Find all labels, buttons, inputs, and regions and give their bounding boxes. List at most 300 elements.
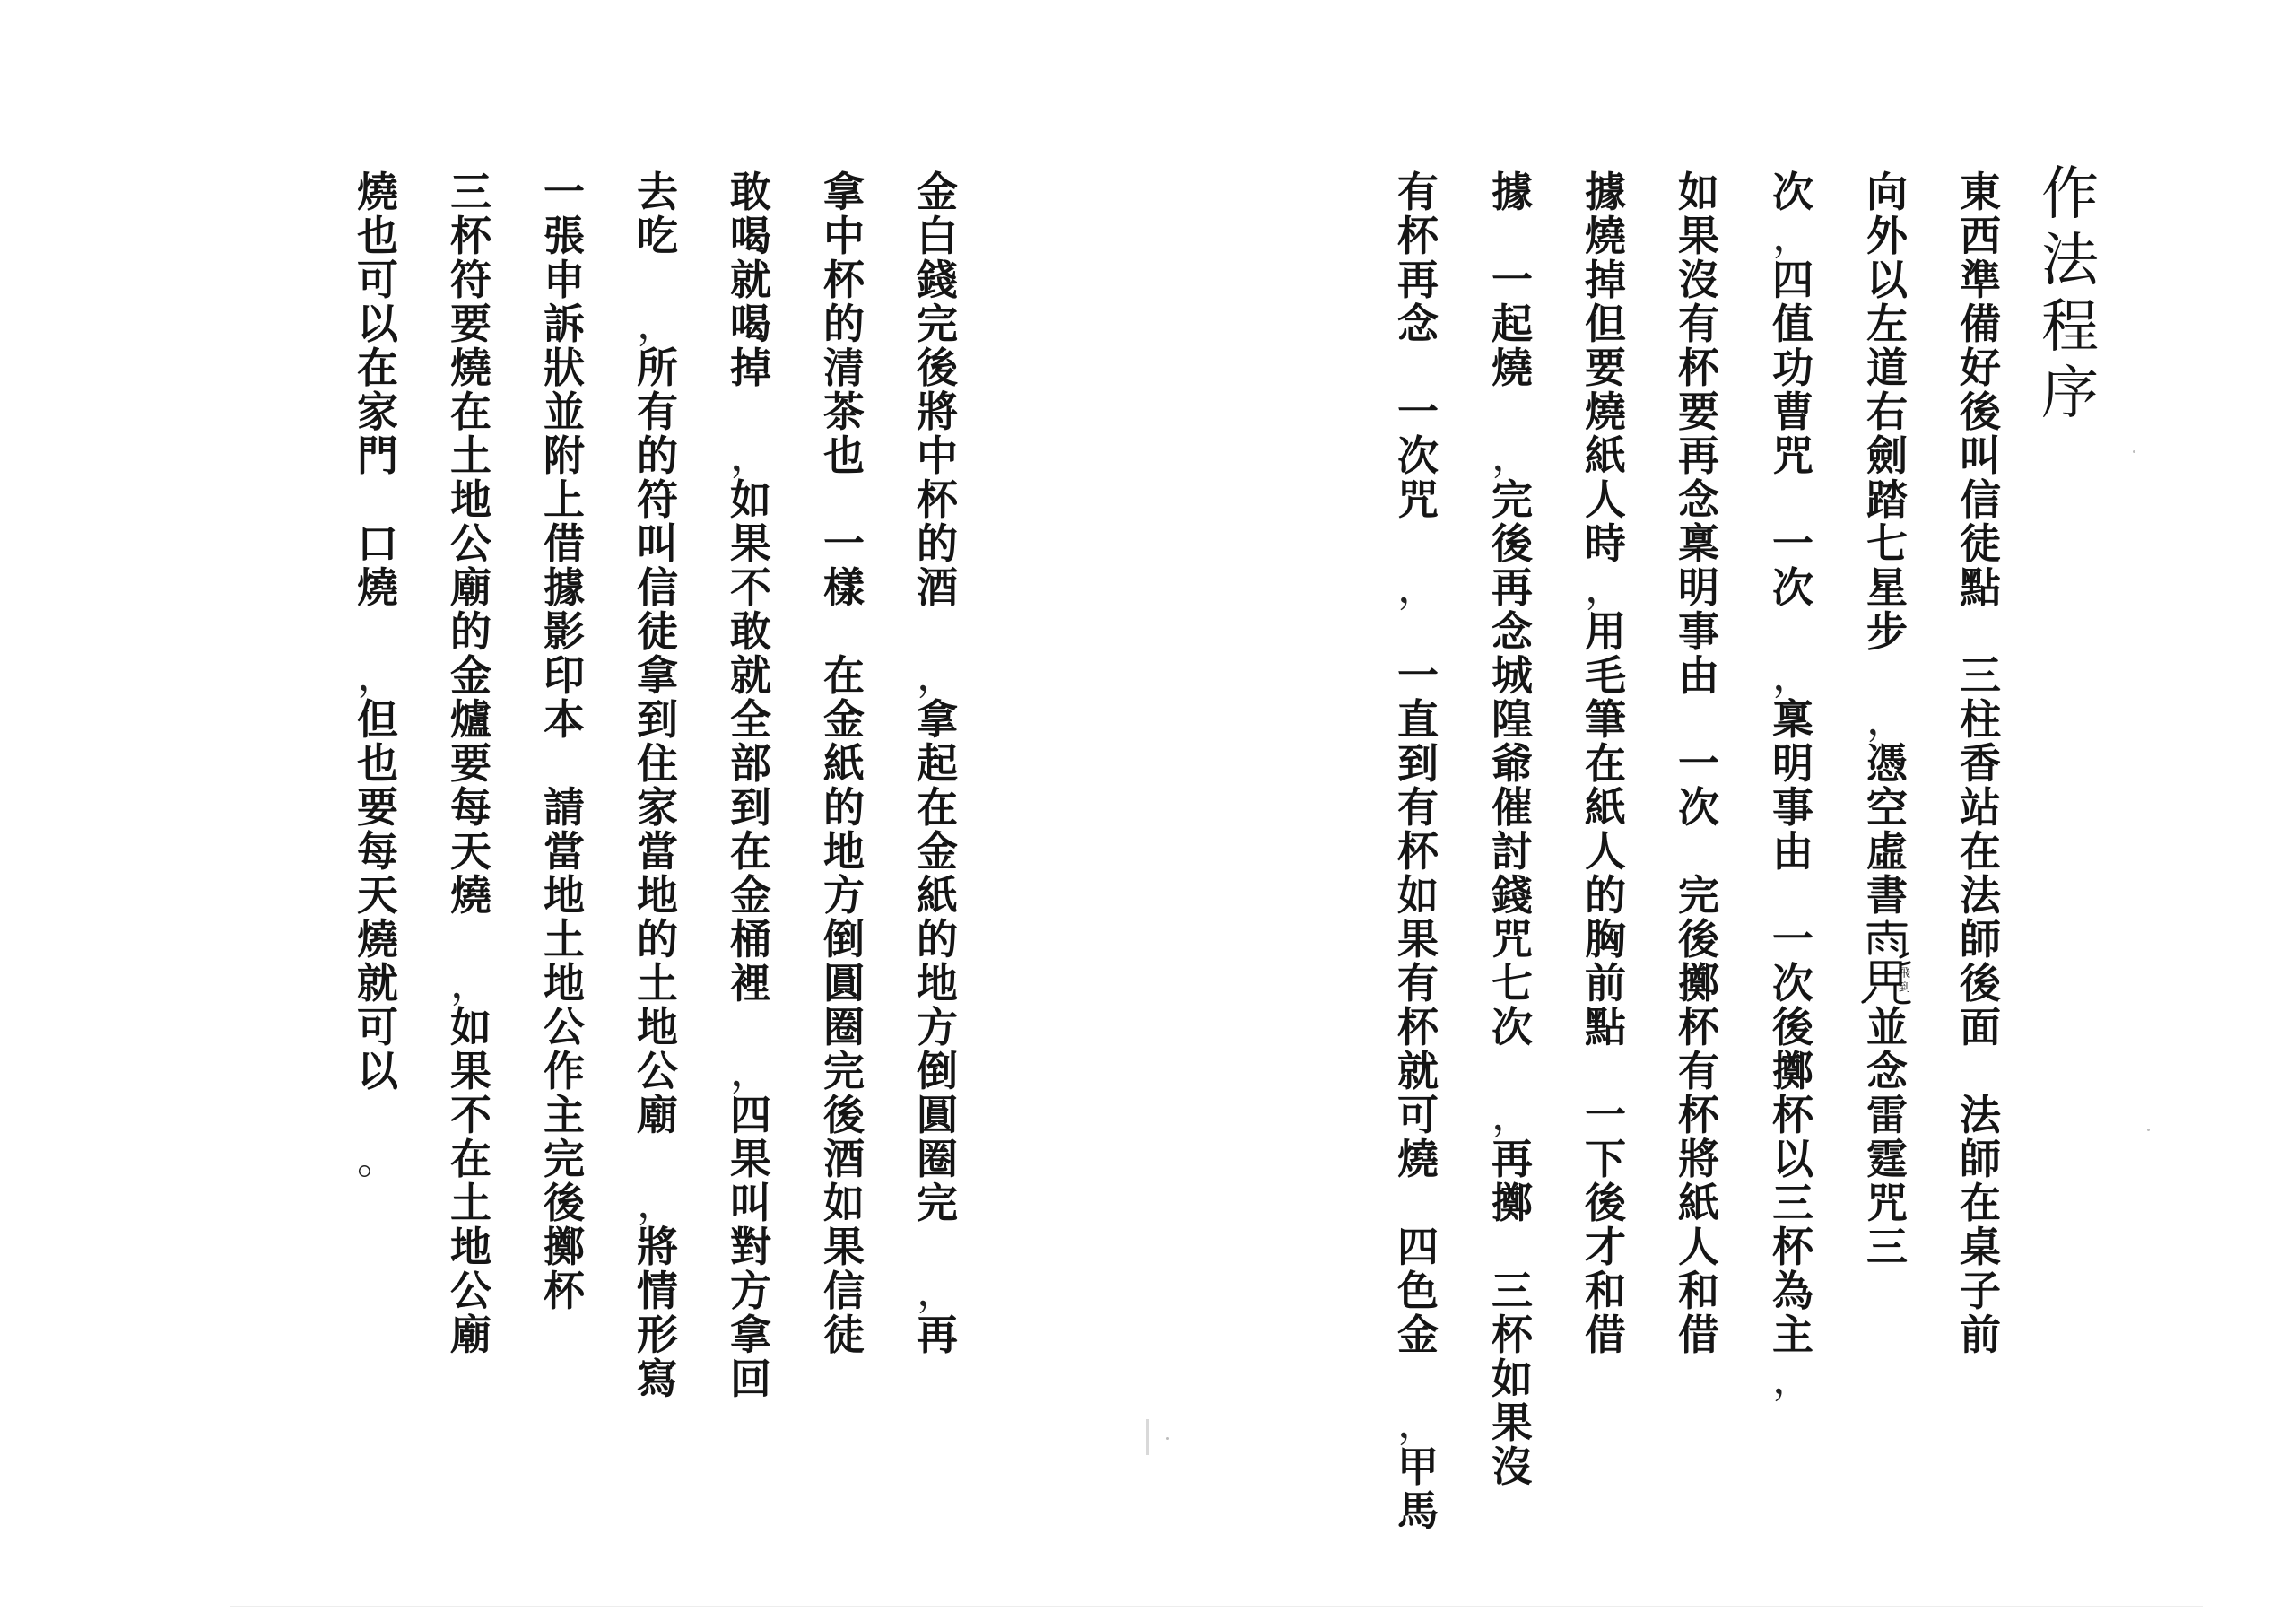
column-char: 一 [1492,256,1533,304]
title-char: 作 [2041,161,2099,228]
column-char: 中 [823,212,865,260]
column-char: 如 [1397,871,1439,919]
punctuation-mark: ， [357,651,398,700]
column-char: 果 [450,1047,491,1095]
text-column-1 [1952,170,2008,1357]
column-char: 借 [1585,1311,1626,1359]
column-char: 掉 [730,344,771,392]
column-char: 七 [1866,519,1908,568]
column-char: 有 [637,388,678,436]
column-char: 在 [450,388,491,436]
column-char: 寫 [637,1355,678,1403]
column-char: 天 [357,871,398,919]
scan-speck [2133,450,2135,453]
column-char: 杯 [1397,827,1439,876]
column-char: 一 [1397,651,1439,700]
column-char: 裡 [730,959,771,1007]
column-char: 點 [1585,1003,1626,1051]
punctuation-mark: ， [1585,563,1626,612]
scan-speck [2147,1129,2150,1131]
column-char: 曹 [1772,388,1813,436]
column-char: 催 [1492,783,1533,832]
column-char: 紙 [1585,783,1626,832]
column-char: 一 [823,519,865,568]
column-char: 可 [357,256,398,304]
column-char: 有 [1678,1047,1719,1095]
column-char: 如 [1678,168,1719,216]
column-char: 也 [357,212,398,260]
column-char: 將 [917,388,958,436]
column-char: 起 [917,739,958,788]
column-char: 的 [637,431,678,480]
column-char: 但 [1585,300,1626,348]
column-char: 口 [357,519,398,568]
column-char: 劍 [1866,431,1908,480]
column-char: 外 [1866,212,1908,260]
punctuation-mark: ， [917,651,958,700]
column-char: 對 [730,1223,771,1271]
column-char: 地 [637,1003,678,1051]
punctuation-mark: ， [1492,1091,1533,1139]
column-char: 西 [1960,212,2001,260]
column-char: 事 [1772,783,1813,832]
column-char: 中 [917,431,958,480]
column-char: 每 [357,827,398,876]
column-char: 拿 [637,651,678,700]
column-char: 一 [1397,388,1439,436]
column-char: 法 [1960,1091,2001,1139]
column-char: 狀 [544,344,585,392]
punctuation-mark: ， [1492,431,1533,480]
column-char: 杯 [917,475,958,524]
column-char: 師 [1960,1135,2001,1183]
column-char: 完 [1678,871,1719,919]
column-char: 桶 [730,915,771,963]
column-char: 再 [1492,1135,1533,1183]
column-char: 杯 [1772,1223,1813,1271]
column-char: 不 [450,1091,491,1139]
column-char: 好 [1960,344,2001,392]
column-char: 金 [917,827,958,876]
column-char: 直 [1397,695,1439,744]
column-char: 杯 [1492,1311,1533,1359]
column-char: 一 [1678,739,1719,788]
column-char: 也 [823,431,865,480]
column-char: 杯 [1678,1091,1719,1139]
punctuation-mark: ， [917,1267,958,1315]
column-char: 本 [544,695,585,744]
column-char: 道 [1866,344,1908,392]
column-char: 主 [1772,1311,1813,1359]
column-char: 並 [544,388,585,436]
text-column-5 [1578,170,1633,1357]
text-column-14 [350,170,405,1181]
column-char: 馬 [1397,1486,1439,1535]
column-char: 香 [1960,739,2001,788]
column-char: 由 [1678,651,1719,700]
column-char: 燒 [450,871,491,919]
column-char: 事 [1678,607,1719,656]
column-char: 公 [544,1003,585,1051]
punctuation-mark: ， [730,431,771,480]
column-char: 如 [730,475,771,524]
column-char: 後 [1960,959,2001,1007]
column-char: 杯 [1678,1003,1719,1051]
column-char: 廟 [637,1091,678,1139]
column-char: 錢 [917,256,958,304]
column-char: 明 [1772,739,1813,788]
column-char: 方 [917,1003,958,1051]
column-char: 次 [1678,783,1719,832]
column-char: 東 [1960,168,2001,216]
column-char: 地 [823,827,865,876]
column-char: 咒 [1866,1179,1908,1227]
column-char: 當 [637,827,678,876]
column-char: 到 [1397,739,1439,788]
column-char: 去 [637,168,678,216]
svg-text:飛: 飛 [1899,967,1911,980]
column-char: 一 [1585,1091,1626,1139]
column-char: 據 [544,563,585,612]
column-char: 擲 [1678,959,1719,1007]
column-char: 念 [1492,607,1533,656]
column-char: 要 [450,739,491,788]
column-char: 徒 [823,1311,865,1359]
column-char: 要 [1585,344,1626,392]
column-char: 人 [1585,475,1626,524]
column-char: 再 [1678,431,1719,480]
punctuation-mark: ， [1397,1399,1439,1447]
scan-speck [1166,1437,1169,1440]
column-char: 圈 [917,1135,958,1183]
text-column-4 [1671,170,1726,1357]
punctuation-mark: ， [1866,695,1908,744]
column-char: 情 [637,1267,678,1315]
column-char: 師 [1960,915,2001,963]
column-char: 燒 [450,344,491,392]
column-char: 虛 [1866,827,1908,876]
column-char: 叫 [730,1179,771,1227]
punctuation-mark: ， [450,959,491,1007]
column-char: 功 [1772,344,1813,392]
column-char: 人 [1678,1223,1719,1271]
column-char: 起 [1492,300,1533,348]
column-char: 圈 [823,1003,865,1051]
column-char: 完 [1492,475,1533,524]
column-char: 四 [1772,256,1813,304]
column-char: 信 [1960,475,2001,524]
column-char: 清 [823,344,865,392]
column-char: 燒 [1585,388,1626,436]
column-char: 才 [1585,1223,1626,1271]
column-char: 用 [1585,607,1626,656]
column-char: 燒 [1585,212,1626,260]
column-char: 住 [637,739,678,788]
column-char: 胸 [1585,915,1626,963]
column-char: 土 [544,915,585,963]
column-char: 踏 [1866,475,1908,524]
column-char: 站 [1960,783,2001,832]
column-char: 後 [1492,519,1533,568]
column-char: 空 [1866,783,1908,832]
column-char: 訴 [544,300,585,348]
column-char: 圓 [917,1091,958,1139]
column-char: 憑 [1866,739,1908,788]
column-char: 三 [1960,651,2001,700]
column-char: 信 [823,1267,865,1315]
column-char: 喝 [730,300,771,348]
punctuation-mark: ， [730,1047,771,1095]
column-char: 有 [1397,168,1439,216]
column-char: 並 [1866,1003,1908,1051]
column-char: 當 [544,827,585,876]
column-char: 酒 [917,563,958,612]
column-char: 杯 [544,1267,585,1315]
column-char: 書 [1866,871,1908,919]
column-char: 爐 [450,695,491,744]
column-char: 要 [450,300,491,348]
column-char: 燒 [1397,1135,1439,1183]
column-char: 果 [730,1135,771,1183]
column-char: 就 [730,256,771,304]
column-char: 一 [544,168,585,216]
column-char: 果 [823,1223,865,1271]
column-char: 要 [1678,388,1719,436]
column-char: 金 [1397,1311,1439,1359]
column-char: 擲 [1772,1047,1813,1095]
column-char: 準 [1960,256,2001,304]
column-char: 以 [1772,1135,1813,1183]
column-char: 再 [1397,256,1439,304]
talisman-glyph-icon [1859,918,1915,1006]
column-char: 倒 [823,915,865,963]
column-char: 三 [1492,1267,1533,1315]
column-char: 徒 [1960,519,2001,568]
column-char: 次 [1492,1003,1533,1051]
column-char: 據 [1492,168,1533,216]
column-char: 部 [730,739,771,788]
column-char: 方 [730,1267,771,1315]
column-char: 將 [637,1223,678,1271]
column-char: 到 [637,695,678,744]
column-char: 茶 [823,388,865,436]
column-char: 拿 [823,168,865,216]
column-char: 念 [1678,475,1719,524]
column-char: 錢 [1492,871,1533,919]
column-char: 所 [637,344,678,392]
column-char: 燒 [1492,344,1533,392]
page-gutter-mark [1146,1419,1149,1455]
column-char: 次 [1772,563,1813,612]
column-char: 每 [450,783,491,832]
column-char: 點 [1960,563,2001,612]
column-char: 咒 [1397,475,1439,524]
column-char: 霆 [1866,1135,1908,1183]
column-char: 掉 [1585,256,1626,304]
text-column-6 [1484,170,1540,1489]
column-char: 在 [357,344,398,392]
column-char: 喝 [730,212,771,260]
column-char: 隍 [1492,695,1533,744]
svg-text:到: 到 [1899,981,1911,995]
column-char: 方 [823,871,865,919]
column-char: 金 [730,871,771,919]
column-char: 法 [1960,871,2001,919]
column-char: 的 [450,607,491,656]
column-char: 備 [1960,300,2001,348]
column-char: 擲 [1492,1179,1533,1227]
column-char: 燒 [357,168,398,216]
column-char: 如 [450,1003,491,1051]
column-char: 符 [637,475,678,524]
column-char: 擲 [544,1223,585,1271]
column-char: 前 [1960,1311,2001,1359]
column-char: 據 [1585,168,1626,216]
column-char: 在 [450,1135,491,1183]
column-char: 符 [450,256,491,304]
column-char: 土 [450,1179,491,1227]
column-char: 後 [1960,388,2001,436]
column-char: 下 [1585,1135,1626,1183]
column-char: 後 [1585,1179,1626,1227]
column-char: 張 [544,212,585,260]
column-char: 和 [1585,1267,1626,1315]
column-char: 杯 [450,212,491,260]
column-char: 以 [357,1047,398,1095]
column-char: 燒 [357,563,398,612]
column-char: 可 [357,1003,398,1051]
column-char: 以 [1866,256,1908,304]
column-char: 吃 [637,212,678,260]
column-char: 請 [544,783,585,832]
column-char: 公 [450,1267,491,1315]
column-char: 的 [823,783,865,832]
column-char: 杯 [1397,1003,1439,1051]
column-char: 要 [357,783,398,832]
text-column-3 [1765,170,1821,1401]
column-char: 人 [1585,827,1626,876]
column-char: 完 [917,1179,958,1227]
column-char: 色 [1397,1267,1439,1315]
column-char: 時 [1585,519,1626,568]
column-char: 為 [1772,1267,1813,1315]
column-char: 土 [637,959,678,1007]
column-char: 印 [544,651,585,700]
column-char: 三 [1866,1223,1908,1271]
column-char: 右 [1866,388,1908,436]
column-char: 但 [357,695,398,744]
column-char: 討 [1492,827,1533,876]
scan-edge-line [230,1606,2203,1607]
column-char: 的 [637,915,678,963]
column-char: 就 [730,651,771,700]
column-char: 果 [1492,1399,1533,1447]
column-char: 在 [1960,1179,2001,1227]
column-char: 全 [730,695,771,744]
column-char: 和 [1678,1267,1719,1315]
column-char: 紙 [917,871,958,919]
column-char: 三 [1772,1179,1813,1227]
text-column-2 [1859,170,1915,1269]
column-char: 主 [544,1091,585,1139]
column-char: 借 [1678,1311,1719,1359]
column-char: 值 [1772,300,1813,348]
column-char: 在 [1585,739,1626,788]
title-char: 程 [2041,294,2099,361]
column-char: 四 [1397,1223,1439,1271]
column-char: 地 [544,871,585,919]
column-char: 廟 [450,563,491,612]
column-char: 的 [823,300,865,348]
text-column-8 [909,170,965,1357]
column-char: 金 [917,168,958,216]
column-char: 回 [730,1355,771,1403]
column-char: 有 [1397,783,1439,832]
column-char: 紙 [1585,431,1626,480]
column-char: 有 [1678,300,1719,348]
column-char: 杯 [1397,212,1439,260]
column-char: 向 [1866,168,1908,216]
text-column-11 [630,170,685,1401]
column-char: 作 [544,1047,585,1095]
title-char: 序 [2041,361,2099,427]
column-char: 家 [637,783,678,832]
column-char: 以 [357,300,398,348]
column-char: 地 [637,871,678,919]
column-char: 果 [1678,212,1719,260]
column-char: 再 [1492,563,1533,612]
column-char: 一 [1772,519,1813,568]
column-char: 筆 [1585,695,1626,744]
column-char: 倒 [917,1047,958,1095]
column-char: 完 [917,300,958,348]
column-char: 金 [450,651,491,700]
column-char: 叫 [637,519,678,568]
column-char: 地 [544,959,585,1007]
column-char: 在 [1960,827,2001,876]
column-char: 就 [1397,1047,1439,1095]
column-char: 城 [1492,651,1533,700]
column-char: 四 [730,1091,771,1139]
column-char: 將 [1678,1135,1719,1183]
column-char: 後 [1678,915,1719,963]
column-char: 就 [357,959,398,1007]
column-char: 次 [1772,168,1813,216]
column-char: 廟 [450,1311,491,1359]
column-char: 天 [450,827,491,876]
text-column-7 [1390,170,1446,1533]
punctuation-mark: 。 [357,1135,398,1183]
column-char: 果 [730,519,771,568]
column-char: 敢 [730,168,771,216]
column-char: 也 [357,739,398,788]
column-char: 後 [544,1179,585,1227]
column-char: 的 [917,519,958,568]
text-column-10 [723,170,778,1401]
column-char: 公 [450,519,491,568]
column-char: 三 [450,168,491,216]
column-char: 地 [917,959,958,1007]
column-char: 星 [1866,563,1908,612]
column-char: 土 [450,431,491,480]
column-char: 拿 [730,1311,771,1359]
column-char: 桌 [1960,1223,2001,1271]
text-column-13 [443,170,499,1357]
column-char: 樣 [823,563,865,612]
column-char: 子 [1960,1267,2001,1315]
column-char: 在 [730,827,771,876]
column-char: 在 [823,651,865,700]
